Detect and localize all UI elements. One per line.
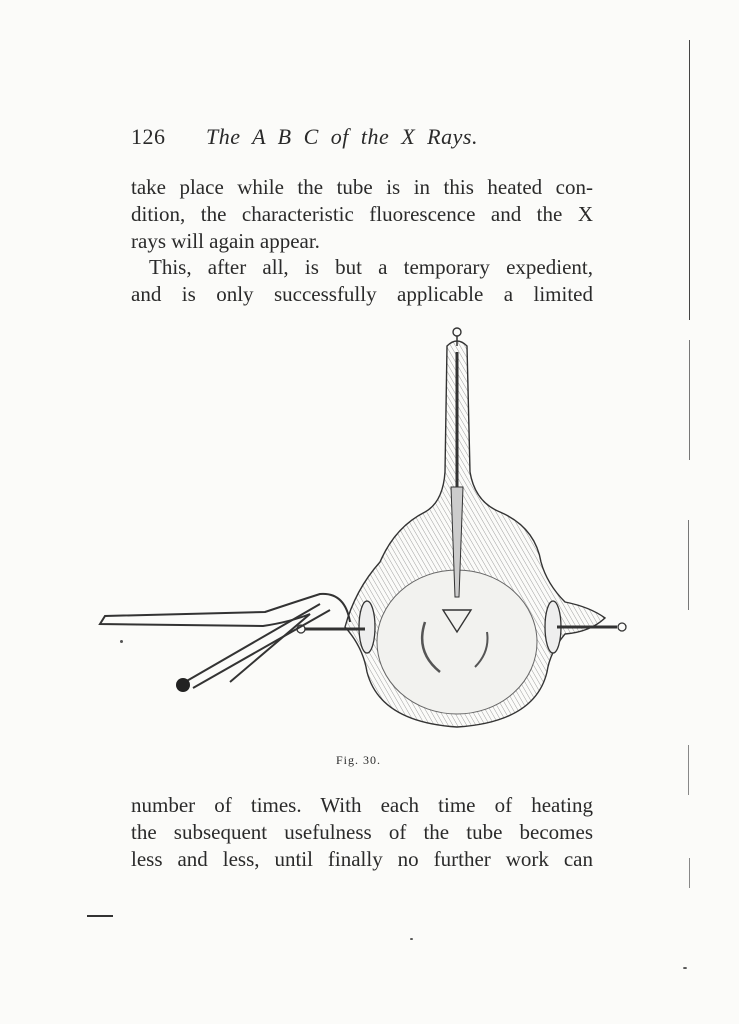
- figure-caption: Fig. 30.: [336, 753, 382, 767]
- text-line: and is only successfully applicable a limited: [131, 282, 593, 306]
- scan-edge-line: [689, 858, 690, 888]
- text-line: rays will again appear.: [131, 229, 320, 253]
- paragraph: [131, 254, 593, 308]
- scan-edge-line: [688, 745, 689, 795]
- scan-edge-line: [688, 520, 689, 610]
- scan-edge-line: [689, 40, 690, 320]
- scan-dash: [87, 915, 113, 917]
- running-header: [131, 124, 601, 152]
- text-line: number of times. With each time of heating: [131, 793, 593, 817]
- page-number: 126: [131, 124, 166, 149]
- text-line: dition, the characteristic fluorescence and the X: [131, 202, 593, 226]
- scan-speck: [683, 967, 687, 969]
- scan-edge-line: [689, 340, 690, 460]
- paragraph-continued: [131, 174, 593, 255]
- text-line: less and less, until finally no further work can: [131, 847, 593, 871]
- text-line: take place while the tube is in this heated con-: [131, 175, 593, 199]
- text-line: This, after all, is but a temporary expedient,: [149, 255, 593, 279]
- text-line: the subsequent usefulness of the tube becomes: [131, 820, 593, 844]
- paragraph-continued: [131, 792, 593, 873]
- scan-speck: [410, 938, 413, 940]
- running-title: The A B C of the X Rays.: [206, 124, 478, 149]
- x-ray-tube-illustration: [95, 322, 635, 747]
- scan-speck: [120, 640, 123, 643]
